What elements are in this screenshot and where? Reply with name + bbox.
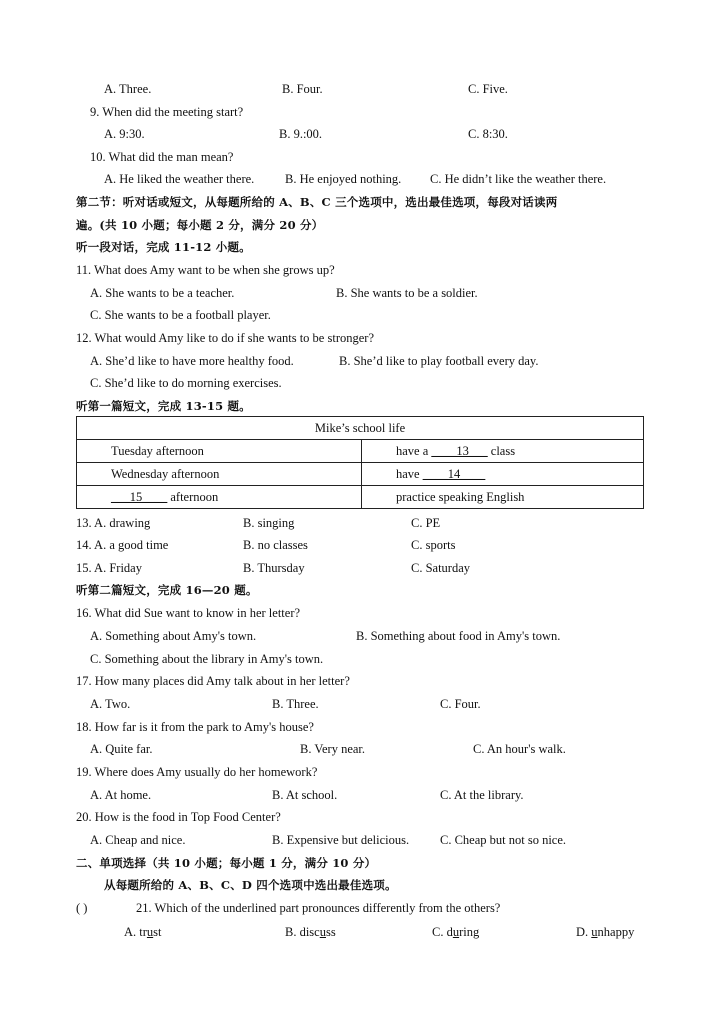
cell-text: Wednesday afternoon <box>111 467 220 481</box>
part2-instruction: 从每题所给的 A、B、C、D 四个选项中选出最佳选项。 <box>104 878 397 892</box>
option-text: ss <box>325 925 336 939</box>
q18-option-b: B. Very near. <box>300 742 366 756</box>
q11-option-a: A. She wants to be a teacher. <box>90 286 235 300</box>
q12-option-c: C. She’d like to do morning exercises. <box>90 376 282 390</box>
q14-option-a: 14. A. a good time <box>76 538 169 552</box>
q13-option-b: B. singing <box>243 516 295 530</box>
underlined-letter: u <box>591 925 598 939</box>
table-cell-day <box>77 440 362 463</box>
option-text: ring <box>459 925 480 939</box>
underlined-letter: u <box>452 925 460 939</box>
table-cell-activity <box>362 440 644 463</box>
q20-option-c: C. Cheap but not so nice. <box>440 833 567 847</box>
q21-question: 21. Which of the underlined part pronounces differently from the others? <box>136 901 501 915</box>
q13-option-c: C. PE <box>411 516 441 530</box>
q21-option-b <box>285 924 336 940</box>
q17-option-a: A. Two. <box>90 697 131 711</box>
cell-text: afternoon <box>167 490 219 504</box>
q21-option-d <box>576 924 634 940</box>
cell-text: have <box>396 467 423 481</box>
part2-heading: 二、单项选择（共 10 小题；每小题 1 分，满分 10 分） <box>76 856 377 870</box>
q20-option-a: A. Cheap and nice. <box>90 833 186 847</box>
q19-option-b: B. At school. <box>272 788 338 802</box>
q9-option-a: A. 9:30. <box>104 127 145 141</box>
dialog-intro: 听一段对话，完成 11-12 小题。 <box>76 240 251 254</box>
q16-option-b: B. Something about food in Amy's town. <box>356 629 561 643</box>
q8-option-c: C. Five. <box>468 82 508 96</box>
q10-option-b: B. He enjoyed nothing. <box>285 172 402 186</box>
q17-option-c: C. Four. <box>440 697 481 711</box>
cell-text: have a <box>396 444 432 458</box>
q9-option-c: C. 8:30. <box>468 127 508 141</box>
section2-instruction-line1: 第二节：听对话或短文，从每题所给的 A、B、C 三个选项中，选出最佳选项，每段对话读两 <box>76 195 558 209</box>
q19-question: 19. Where does Amy usually do her homework? <box>76 765 318 779</box>
q12-option-b: B. She’d like to play football every day. <box>339 354 539 368</box>
q8-option-a: A. Three. <box>104 82 152 96</box>
q16-question: 16. What did Sue want to know in her letter? <box>76 606 301 620</box>
table-row <box>77 486 644 509</box>
underlined-letter: u <box>146 925 154 939</box>
q10-option-a: A. He liked the weather there. <box>104 172 255 186</box>
q12-question: 12. What would Amy like to do if she wants to be stronger? <box>76 331 374 345</box>
q12-option-a: A. She’d like to have more healthy food. <box>90 354 294 368</box>
option-text: D. <box>576 925 592 939</box>
q15-option-a: 15. A. Friday <box>76 561 142 575</box>
passage1-intro: 听第一篇短文，完成 13-15 题。 <box>76 399 251 413</box>
q13-option-a: 13. A. drawing <box>76 516 151 530</box>
q9-option-b: B. 9.:00. <box>279 127 323 141</box>
q11-question: 11. What does Amy want to be when she grows up? <box>76 263 335 277</box>
q16-option-a: A. Something about Amy's town. <box>90 629 257 643</box>
q21-option-c <box>432 924 479 940</box>
answer-blank-15: ___15____ <box>111 490 168 504</box>
cell-text: practice speaking English <box>396 490 525 504</box>
answer-blank-13: ____13___ <box>431 444 488 458</box>
q17-question: 17. How many places did Amy talk about in her letter? <box>76 674 350 688</box>
table-row <box>77 440 644 463</box>
option-text: st <box>153 925 162 939</box>
table-header-row <box>77 417 644 440</box>
option-text: B. disc <box>285 925 320 939</box>
q16-option-c: C. Something about the library in Amy's town. <box>90 652 324 666</box>
table-cell-activity <box>362 463 644 486</box>
school-life-table <box>76 416 644 509</box>
q14-option-b: B. no classes <box>243 538 308 552</box>
q9-question: 9. When did the meeting start? <box>90 105 244 119</box>
q19-option-c: C. At the library. <box>440 788 524 802</box>
q15-option-b: B. Thursday <box>243 561 305 575</box>
q17-option-b: B. Three. <box>272 697 319 711</box>
q18-question: 18. How far is it from the park to Amy's house? <box>76 720 314 734</box>
table-cell-day <box>77 463 362 486</box>
q18-option-c: C. An hour's walk. <box>473 742 566 756</box>
q8-option-b: B. Four. <box>282 82 323 96</box>
table-row <box>77 463 644 486</box>
passage2-intro: 听第二篇短文，完成 16—20 题。 <box>76 583 258 597</box>
option-text: nhappy <box>597 925 635 939</box>
q21-option-a <box>124 924 162 940</box>
table-cell-activity <box>362 486 644 509</box>
q14-option-c: C. sports <box>411 538 456 552</box>
q19-option-a: A. At home. <box>90 788 152 802</box>
q18-option-a: A. Quite far. <box>90 742 153 756</box>
table-title: Mike’s school life <box>77 417 644 440</box>
cell-text: class <box>487 444 516 458</box>
option-text: C. d <box>432 925 453 939</box>
q11-option-c: C. She wants to be a football player. <box>90 308 271 322</box>
q21-answer-bracket[interactable]: ( ) <box>76 901 88 915</box>
answer-blank-14: ____14____ <box>422 467 486 481</box>
q20-option-b: B. Expensive but delicious. <box>272 833 410 847</box>
underlined-letter: u <box>319 925 326 939</box>
q20-question: 20. How is the food in Top Food Center? <box>76 810 281 824</box>
table-cell-day <box>77 486 362 509</box>
q10-option-c: C. He didn’t like the weather there. <box>430 172 607 186</box>
section2-instruction-line2: 遍。(共 10 小题；每小题 2 分，满分 20 分） <box>76 218 324 232</box>
q15-option-c: C. Saturday <box>411 561 471 575</box>
option-text: A. tr <box>124 925 147 939</box>
q11-option-b: B. She wants to be a soldier. <box>336 286 478 300</box>
cell-text: Tuesday afternoon <box>111 444 204 458</box>
q10-question: 10. What did the man mean? <box>90 150 234 164</box>
